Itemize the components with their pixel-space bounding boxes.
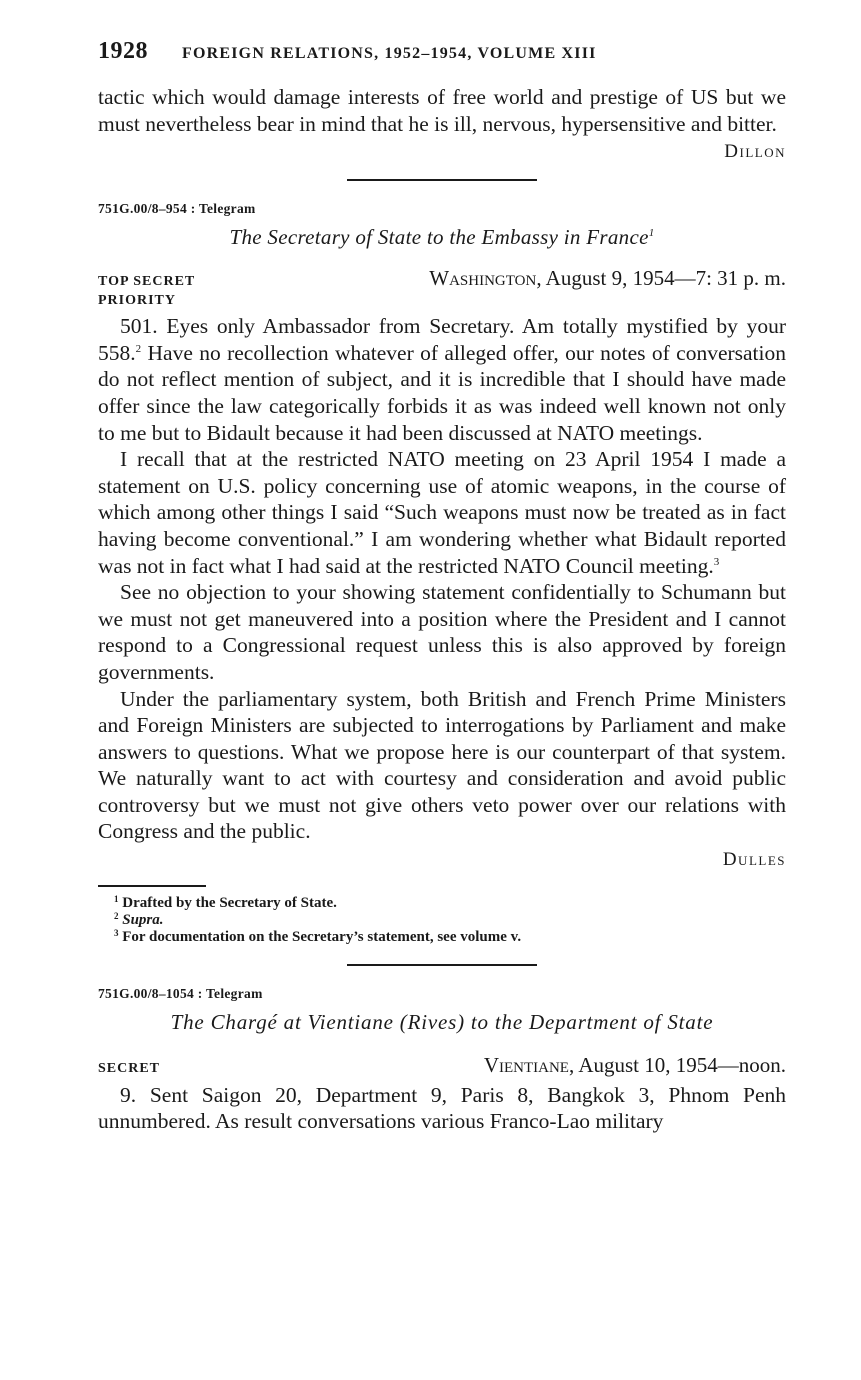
continuation-paragraph: tactic which would damage interests of free world and prestige of US but we must nevertheless bear in mind that he is ill, nervous, hypersensitive and bitter. bbox=[98, 85, 786, 136]
classification-secret: SECRET bbox=[98, 1060, 161, 1076]
footnote-ref-1: 1 bbox=[648, 227, 655, 240]
section-divider bbox=[347, 179, 537, 181]
footnote-3-mark: 3 bbox=[114, 927, 119, 938]
footnote-3-text: For documentation on the Secretary’s statement, see volume v. bbox=[122, 928, 522, 945]
page-header bbox=[98, 38, 786, 72]
document-2-paragraph-1: 9. Sent Saigon 20, Department 9, Paris 8, Bangkok 3, Phnom Penh unnumbered. As result conversations various Franco-Lao military bbox=[98, 1082, 786, 1134]
document-title-text: The Secretary of State to the Embassy in France bbox=[229, 225, 649, 250]
paragraph-4: Under the parliamentary system, both British and French Prime Ministers and Foreign Ministers are subjected to interrogations by Parliament and make answers to questions. What we propose here is our counterpart of that system. We naturally want to act with courtesy and consideration and avoid public controversy but we must not give others veto power over our relations with Congress and the public. bbox=[98, 686, 786, 844]
document-page bbox=[98, 38, 786, 1135]
place-date-2 bbox=[484, 1053, 786, 1078]
footnote-2-text: Supra. bbox=[122, 911, 164, 928]
page-number: 1928 bbox=[98, 38, 148, 64]
document-title bbox=[98, 225, 786, 250]
footnote-1 bbox=[98, 895, 786, 912]
dateline bbox=[98, 266, 786, 291]
paragraph-3: See no objection to your showing statement confidentially to Schumann but we must not get maneuvered into a position where the President and I cannot respond to a Congressional request unless this is also approved by foreign governments. bbox=[98, 580, 786, 684]
running-head: FOREIGN RELATIONS, 1952–1954, VOLUME XIII bbox=[182, 45, 597, 62]
paragraph-1 bbox=[98, 313, 786, 446]
footnote-3 bbox=[98, 929, 786, 946]
footnote-1-mark: 1 bbox=[114, 893, 119, 904]
paragraph-2 bbox=[98, 446, 786, 579]
section-divider-2 bbox=[347, 964, 537, 966]
place-name-2: Vientiane bbox=[483, 1052, 569, 1077]
paragraph-1-text-a: 501. Eyes only Ambassador from Secretary. Am totally mystified by your 558. bbox=[98, 314, 786, 365]
place-name: Washington bbox=[429, 266, 537, 291]
classification-priority: PRIORITY bbox=[98, 293, 177, 309]
classification-top-secret: TOP SECRET bbox=[98, 274, 196, 290]
date-time: , August 9, 1954—7: 31 p. m. bbox=[536, 266, 786, 291]
footnote-ref-3: 3 bbox=[713, 555, 720, 568]
document-file-id: 751G.00/8–954 : Telegram bbox=[98, 201, 256, 217]
paragraph-1-text-b: Have no recollection whatever of alleged offer, our notes of conversation do not reflect mention of subject, and it is incredible that I should have made offer since the law categorically forbids it as was indeed well known not only to me but to Bidault because it had been discussed at NATO meetings. bbox=[98, 340, 786, 445]
footnote-ref-2: 2 bbox=[135, 342, 142, 355]
date-time-2: , August 10, 1954—noon. bbox=[568, 1052, 786, 1077]
document-2-file-id: 751G.00/8–1054 : Telegram bbox=[98, 985, 263, 1001]
signature-dulles: Dulles bbox=[722, 849, 786, 871]
footnote-1-text: Drafted by the Secretary of State. bbox=[122, 894, 337, 911]
footnote-rule bbox=[98, 885, 206, 887]
footnotes bbox=[98, 895, 786, 946]
signature-dillon: Dillon bbox=[724, 141, 786, 163]
paragraph-2-text: I recall that at the restricted NATO meeting on 23 April 1954 I made a statement on U.S. policy concerning use of atomic weapons, in the course of which among other things I said “Such weapons must now be treated as in fact having become conventional.” I am wondering whether what Bidault reported was not in fact what I had said at the restricted NATO Council meeting. bbox=[98, 447, 786, 578]
place-date bbox=[429, 266, 786, 291]
footnote-2-mark: 2 bbox=[114, 910, 119, 921]
footnote-2 bbox=[98, 912, 786, 929]
dateline-2 bbox=[98, 1053, 786, 1078]
document-2-title: The Chargé at Vientiane (Rives) to the Department of State bbox=[170, 1009, 714, 1034]
